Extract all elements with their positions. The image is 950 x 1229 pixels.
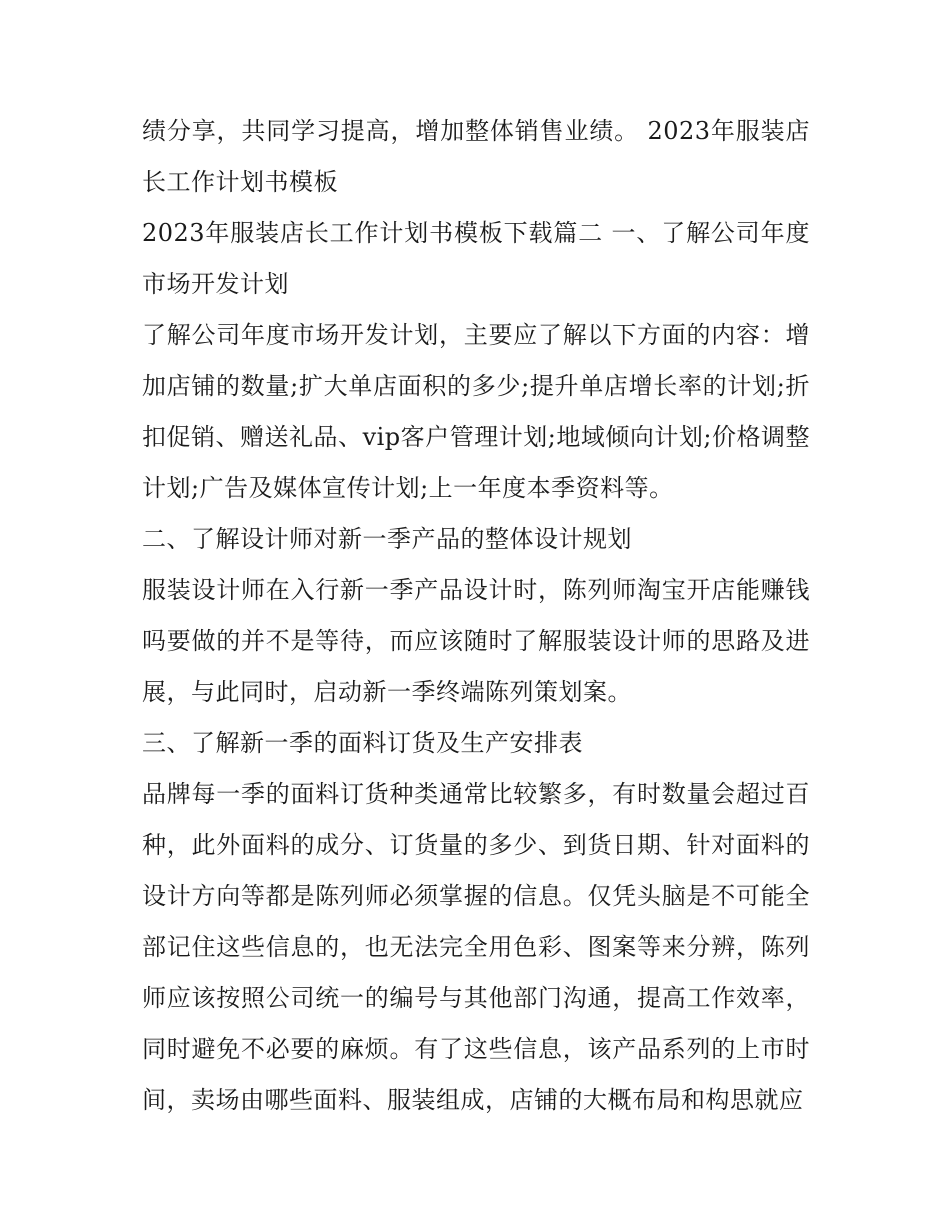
- paragraph-2: 2023年服装店长工作计划书模板下载篇二 一、了解公司年度市场开发计划: [142, 219, 810, 298]
- paragraph-1: 绩分享，共同学习提高，增加整体销售业绩。 2023年服装店长工作计划书模板: [142, 117, 810, 196]
- section-heading-2: 二、了解设计师对新一季产品的整体设计规划: [142, 525, 632, 553]
- paragraph-5: 品牌每一季的面料订货种类通常比较繁多，有时数量会超过百种，此外面料的成分、订货量的多少、到货日期、针对面料的设计方向等都是陈列师必须掌握的信息。仅凭头脑是不可能全部记住这些信息的，也无法完全用色彩、图案等来分辨，陈列师应该按照公司统一的编号与其他部门沟通，提高工作效率，同时避免不必要的麻烦。有了这些信息，该产品系列的上市时间，卖场由哪些面料、服装组成，店铺的大概布局和构思就应: [142, 780, 810, 1114]
- paragraph-3: 了解公司年度市场开发计划，主要应了解以下方面的内容：增加店铺的数量;扩大单店面积的多少;提升单店增长率的计划;折扣促销、赠送礼品、vip客户管理计划;地域倾向计划;价格调整计划;广告及媒体宣传计划;上一年度本季资料等。: [142, 321, 810, 502]
- section-heading-3: 三、了解新一季的面料订货及生产安排表: [142, 729, 583, 757]
- document-body: [142, 106, 810, 1126]
- paragraph-4: 服装设计师在入行新一季产品设计时，陈列师淘宝开店能赚钱吗要做的并不是等待，而应该随时了解服装设计师的思路及进展，与此同时，启动新一季终端陈列策划案。: [142, 576, 810, 706]
